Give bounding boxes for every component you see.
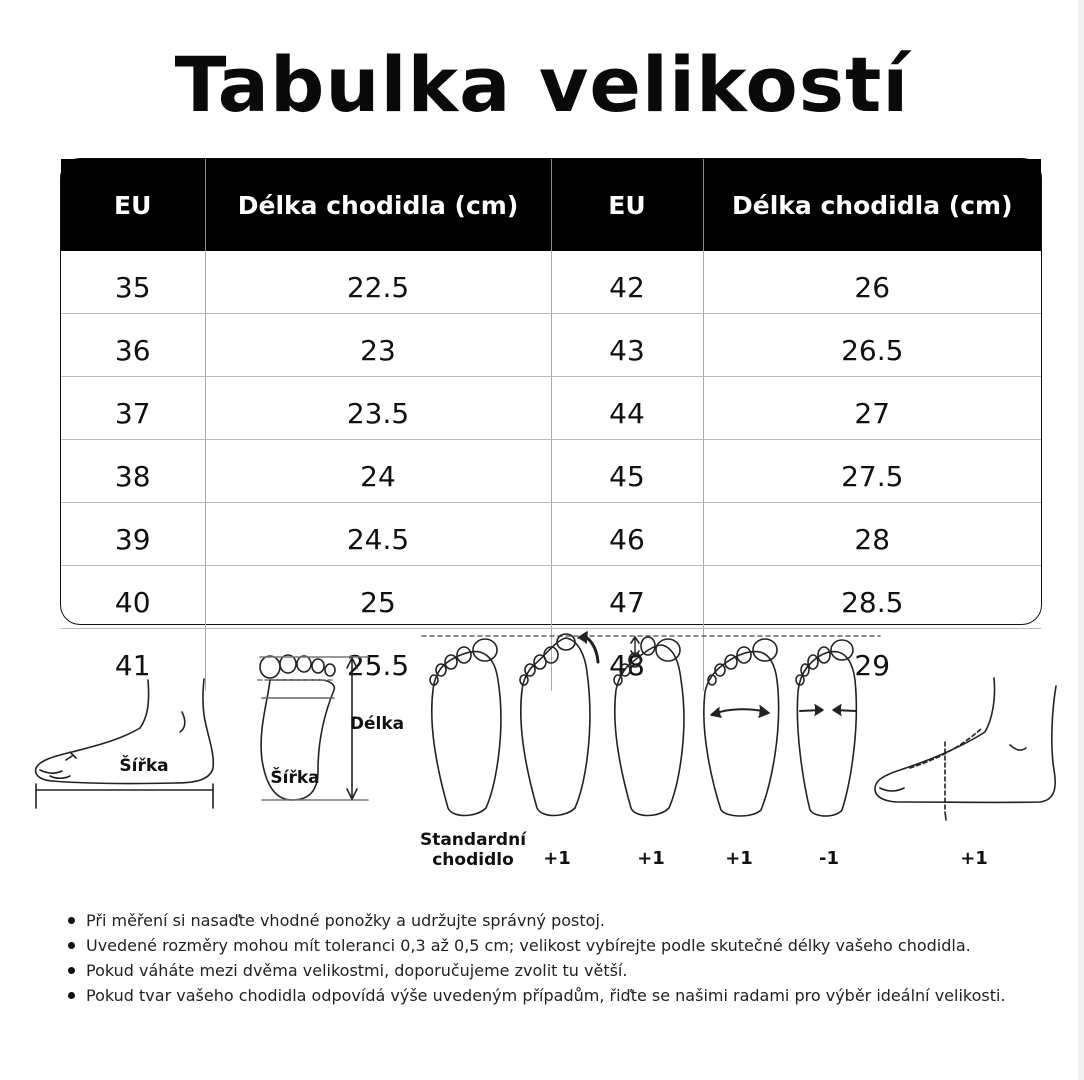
measurement-notes xyxy=(66,908,1056,1008)
wide-foot-icon xyxy=(704,639,779,816)
standard-foot-icon xyxy=(430,639,501,816)
standard-foot-label-line2: chodidlo xyxy=(432,850,514,870)
note-item: Pokud tvar vašeho chodidla odpovídá výše uvedeným případům, řiďte se našimi radami pro výběr ideální velikosti. xyxy=(66,983,1056,1008)
note-item: Uvedené rozměry mohou mít toleranci 0,3 až 0,5 cm; velikost vybírejte podle skutečné délky vašeho chodidla. xyxy=(66,933,1056,958)
eu-size-left-cell: 37 xyxy=(61,377,205,440)
foot-length-right-cell: 27 xyxy=(703,377,1041,440)
eu-size-right-cell: 48 xyxy=(551,629,703,692)
adjustment-high-instep: +1 xyxy=(960,848,988,869)
long-second-toe-foot-icon xyxy=(614,637,684,816)
table-row xyxy=(61,251,1041,314)
eu-size-right-cell: 46 xyxy=(551,503,703,566)
adjustment-wide-foot: +1 xyxy=(725,848,753,869)
long-toe-foot-icon xyxy=(520,632,598,816)
table-row xyxy=(61,314,1041,377)
side-foot-width-label: Šířka xyxy=(119,756,169,776)
eu-size-right-cell: 47 xyxy=(551,566,703,629)
note-item: Při měření si nasaďte vhodné ponožky a udržujte správný postoj. xyxy=(66,908,1056,933)
table-row xyxy=(61,503,1041,566)
eu-size-left-cell: 38 xyxy=(61,440,205,503)
standard-foot-label-line1: Standardní xyxy=(419,830,527,850)
header-eu-2: EU xyxy=(551,159,703,251)
eu-size-left-cell: 36 xyxy=(61,314,205,377)
foot-length-left-cell: 24 xyxy=(205,440,551,503)
eu-size-right-cell: 45 xyxy=(551,440,703,503)
eu-size-left-cell: 35 xyxy=(61,251,205,314)
note-item: Pokud váháte mezi dvěma velikostmi, doporučujeme zvolit tu větší. xyxy=(66,958,1056,983)
sole-width-label: Šířka xyxy=(270,768,320,788)
table-row xyxy=(61,566,1041,629)
eu-size-right-cell: 43 xyxy=(551,314,703,377)
adjustment-long-second-toe: +1 xyxy=(637,848,665,869)
foot-length-right-cell: 29 xyxy=(854,648,891,682)
eu-size-left-cell: 41 xyxy=(61,629,205,692)
sole-length-label: Délka xyxy=(349,714,405,734)
header-eu-1: EU xyxy=(61,159,205,251)
adjustment-long-toe: +1 xyxy=(543,848,571,869)
adjustment-narrow-foot: -1 xyxy=(819,848,839,869)
foot-length-left-cell: 25 xyxy=(205,566,551,629)
foot-length-right-cell: 27.5 xyxy=(703,440,1041,503)
foot-length-left-cell: 23.5 xyxy=(205,377,551,440)
eu-size-left-cell: 40 xyxy=(61,566,205,629)
high-instep-foot-icon xyxy=(875,678,1056,820)
page-title: Tabulka velikostí xyxy=(174,40,910,129)
foot-length-right-cell: 26.5 xyxy=(703,314,1041,377)
eu-size-right-cell: 42 xyxy=(551,251,703,314)
table-header-row xyxy=(61,159,1041,251)
eu-size-right-cell: 44 xyxy=(551,377,703,440)
foot-length-left-cell: 23 xyxy=(205,314,551,377)
foot-length-left-cell: 25.5 xyxy=(205,629,551,692)
foot-illustrations xyxy=(0,628,1084,898)
right-edge-strip xyxy=(1078,0,1084,1080)
header-foot-length-2: Délka chodidla (cm) xyxy=(703,159,1041,251)
eu-size-left-cell: 39 xyxy=(61,503,205,566)
table-row xyxy=(61,440,1041,503)
table-row xyxy=(61,377,1041,440)
foot-length-right-cell: 26 xyxy=(703,251,1041,314)
foot-length-right-cell: 28.5 xyxy=(703,566,1041,629)
foot-length-right-cell: 28 xyxy=(703,503,1041,566)
size-table xyxy=(60,158,1042,682)
header-foot-length-1: Délka chodidla (cm) xyxy=(205,159,551,251)
foot-length-left-cell: 22.5 xyxy=(205,251,551,314)
side-foot-icon xyxy=(36,679,214,808)
narrow-foot-icon xyxy=(796,640,856,816)
foot-length-left-cell: 24.5 xyxy=(205,503,551,566)
